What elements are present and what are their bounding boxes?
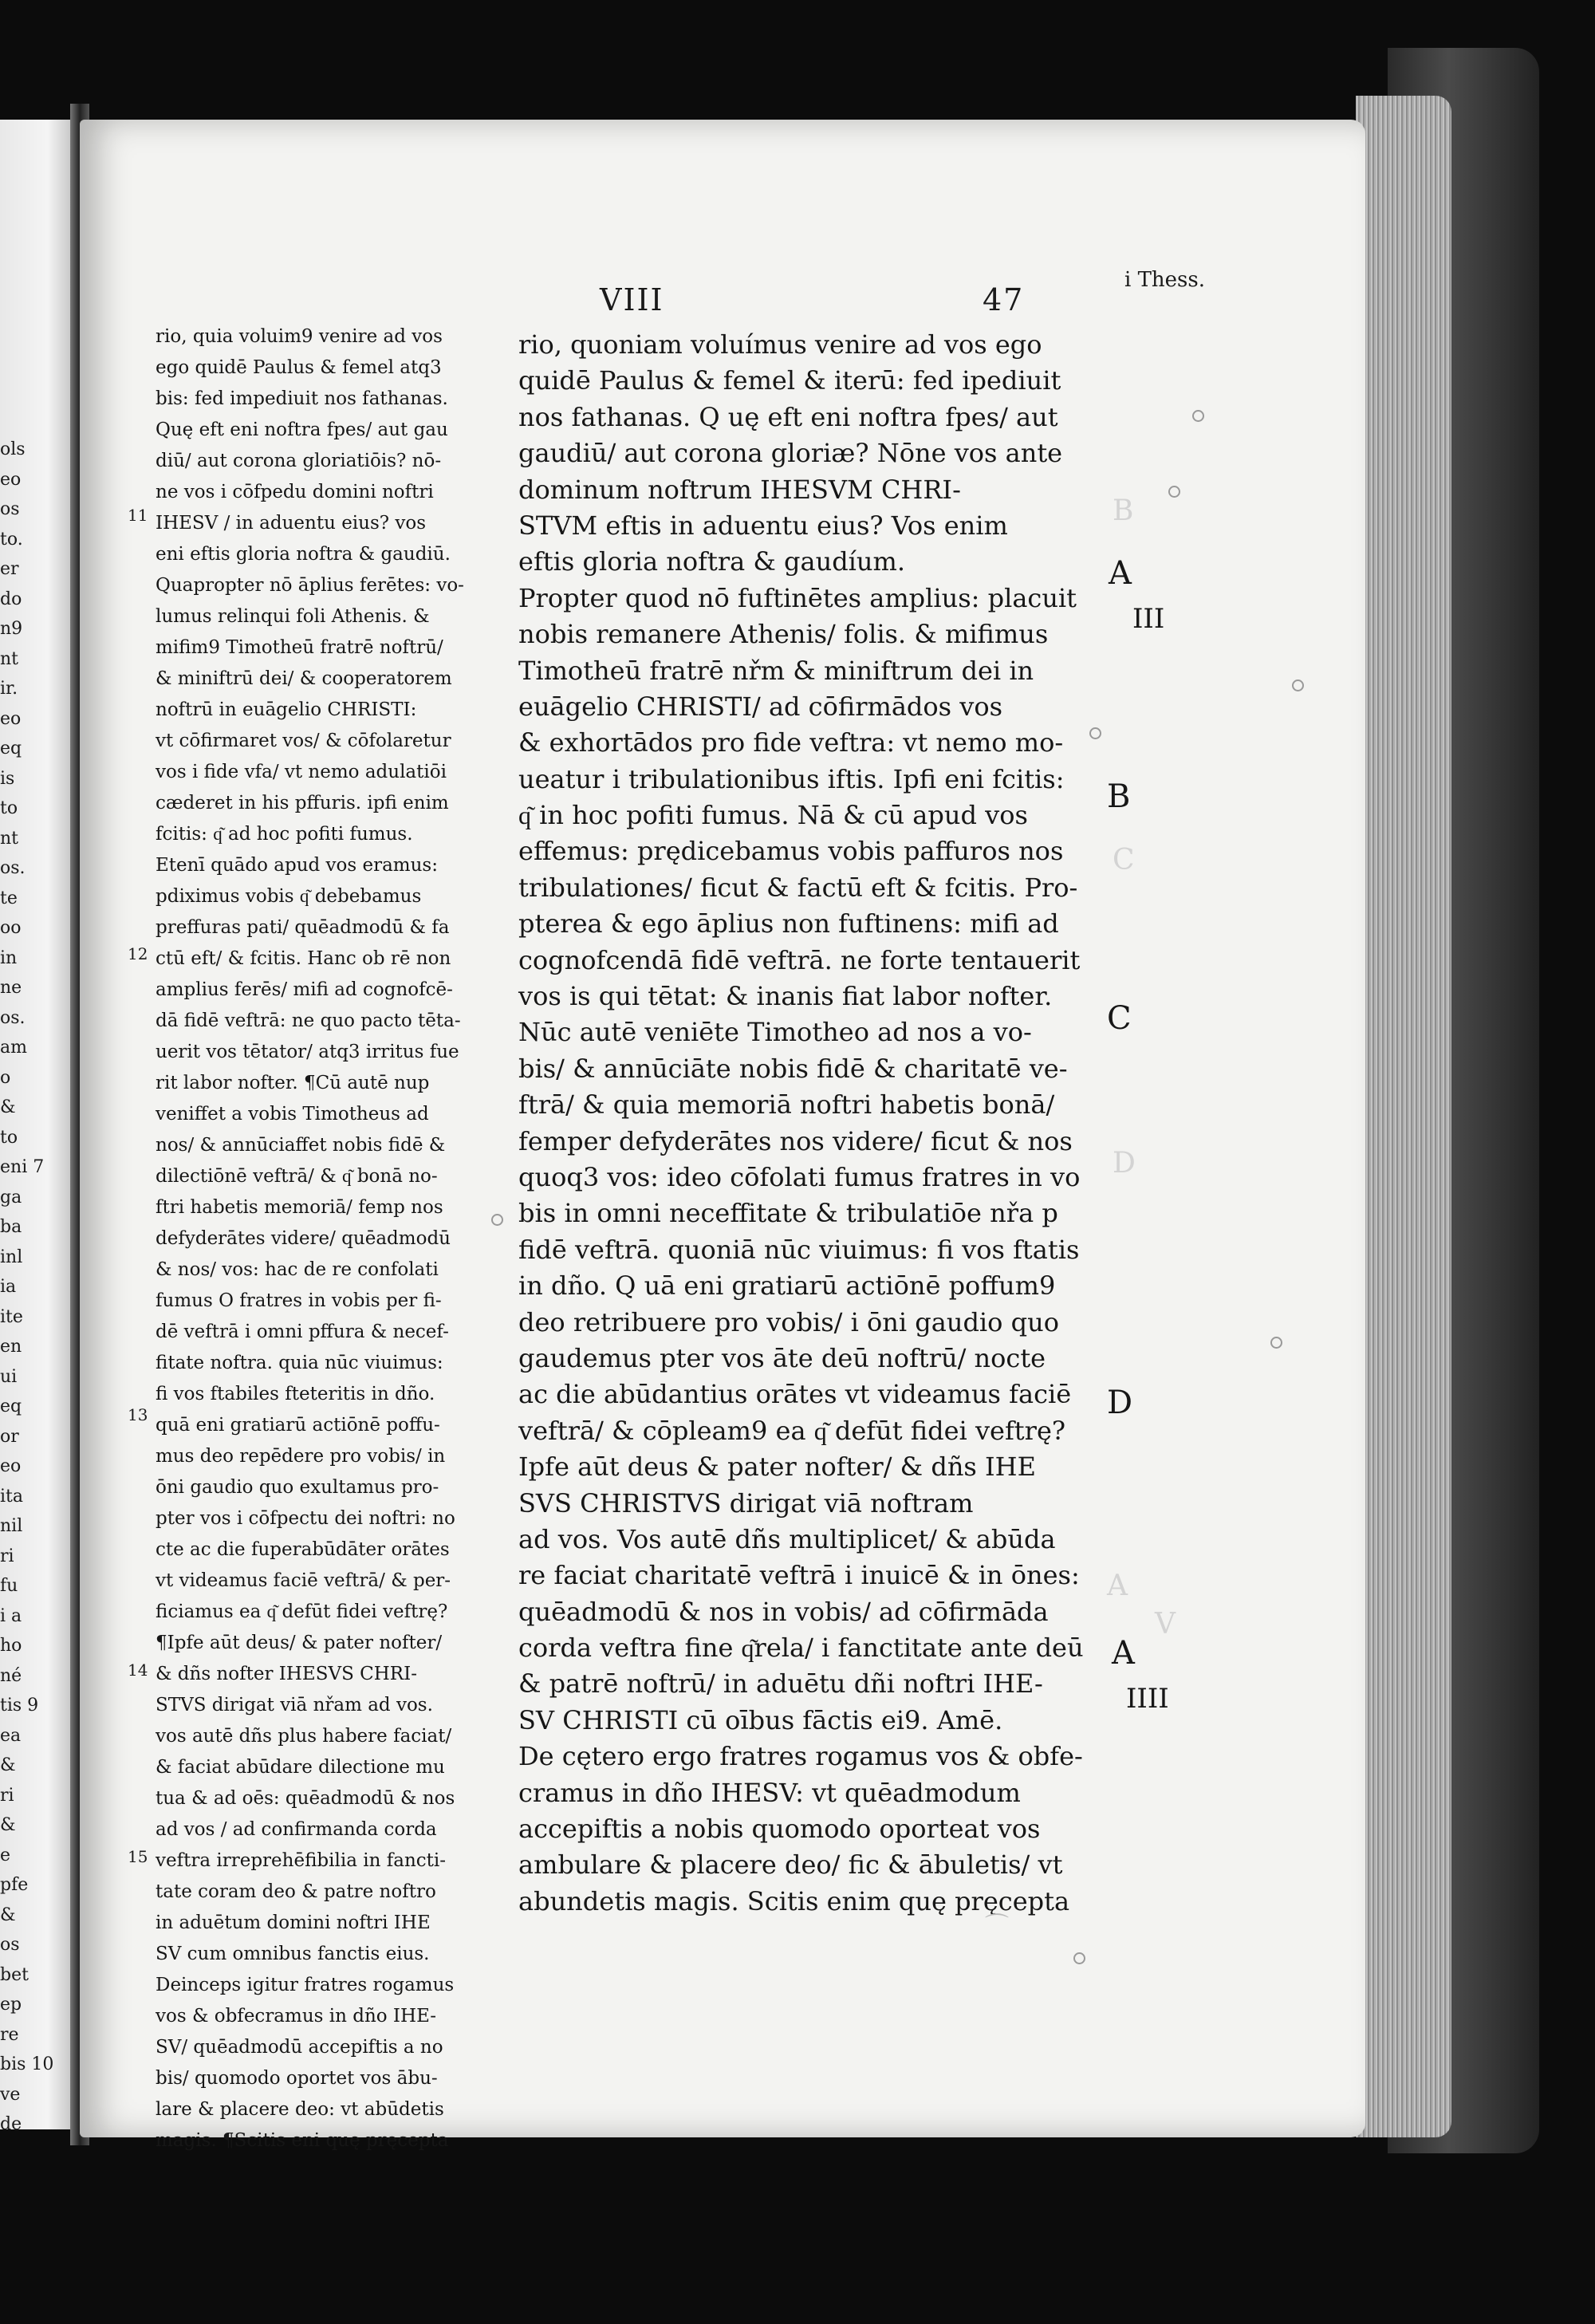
bleed-through-letter: C — [1113, 844, 1135, 876]
left-page-fragment: ri — [0, 1546, 14, 1566]
text-line: fi vos ftabiles fteteritis in dño. — [156, 1384, 435, 1404]
verse-number: 13 — [128, 1405, 148, 1424]
pinhole — [1192, 410, 1204, 422]
left-page-fragment: ols — [0, 439, 26, 459]
bleed-through-letter: V — [1155, 1608, 1176, 1641]
text-line: ōni gaudio quo exultamus pro- — [156, 1477, 439, 1498]
text-line: preffuras pati/ quēadmodū & fa — [156, 917, 450, 938]
left-page-fragment: & — [0, 1904, 16, 1925]
left-page-fragment: ea — [0, 1725, 22, 1746]
text-line: tate coram deo & patre noftro — [156, 1881, 436, 1902]
text-line: nos fathanas. Q uę eft eni noftra fpes/ aut — [518, 401, 1058, 432]
text-line: Nūc autē veniēte Timotheo ad nos a vo- — [518, 1017, 1032, 1048]
left-page-fragment: ri — [0, 1785, 14, 1806]
text-line: ¶Ipfe aūt deus/ & pater nofter/ — [156, 1633, 443, 1653]
text-line: veniffet a vobis Timotheus ad — [156, 1104, 429, 1125]
text-line: fumus O fratres in vobis per fi- — [156, 1290, 442, 1311]
text-line: Propter quod nō fuftinētes amplius: placuit — [518, 582, 1077, 613]
bleed-through-letter: D — [1113, 1147, 1136, 1180]
text-line: bis/ & annūciāte nobis fidē & charitatē ve- — [518, 1053, 1068, 1084]
text-line: ad vos / ad confirmanda corda — [156, 1819, 437, 1840]
left-page-fragment: eq — [0, 1396, 22, 1416]
left-page-fragment: eni 7 — [0, 1157, 45, 1177]
text-line: & dñs nofter IHESVS CHRI- — [156, 1664, 417, 1684]
left-page — [0, 120, 80, 2134]
text-line: tribulationes/ ficut & factū eft & fcitis. Pro- — [518, 872, 1078, 903]
text-line: pdiximus vobis q͂ debebamus — [156, 886, 422, 907]
margin-letter: C — [1107, 1000, 1132, 1037]
margin-letter: A — [1109, 555, 1132, 592]
text-line: ficiamus ea q͂ defūt fidei veftrę? — [156, 1601, 448, 1622]
text-line: in aduētum domini noftri IHE — [156, 1912, 431, 1933]
text-line: quoq3 vos: ideo cōfolati fumus fratres in vo — [518, 1161, 1081, 1192]
left-page-fragment: or — [0, 1426, 19, 1447]
left-page-fragment: eq — [0, 739, 22, 758]
pinhole — [1089, 727, 1101, 739]
left-page-fragment: i a — [0, 1605, 22, 1626]
text-line: IHESV / in aduentu eius? vos — [156, 513, 427, 534]
left-page-fragment: en — [0, 1337, 22, 1357]
text-line: ad vos. Vos autē dñs multiplicet/ & abūda — [518, 1523, 1056, 1554]
text-line: cramus in dño IHESV: vt quēadmodum — [518, 1777, 1021, 1808]
verse-number: 12 — [128, 944, 148, 963]
text-line: bis in omni neceffitate & tribulatiōe nřa p — [518, 1198, 1058, 1229]
bleed-through-letter: B — [1113, 494, 1134, 527]
text-line: rio, quia voluim9 venire ad vos — [156, 326, 443, 347]
text-line: magis. ¶Scitis eni quę pręcepta — [156, 2130, 449, 2151]
verse-number: 15 — [128, 1847, 148, 1866]
text-line: vos i fide vfa/ vt nemo adulatiōi — [156, 762, 447, 782]
text-line: STVS dirigat viā nřam ad vos. — [156, 1695, 433, 1715]
left-page-fragment: ia — [0, 1277, 17, 1297]
text-line: vt cōfirmaret vos/ & cōfolaretur — [156, 731, 451, 751]
left-page-fragment: os. — [0, 1007, 26, 1028]
left-page-fragment: eo — [0, 1456, 22, 1476]
text-line: fitate noftra. quia nūc viuimus: — [156, 1353, 443, 1373]
text-line: cte ac die fuperabūdāter orātes — [156, 1539, 450, 1560]
text-line: veftra irreprehēfibilia in fancti- — [156, 1850, 447, 1871]
text-line: quidē Paulus & femel & iterū: fed ipediuit — [518, 365, 1061, 396]
text-line: abundetis magis. Scitis enim quę pręcepta — [518, 1885, 1070, 1916]
text-line: re faciat charitatē veftrā i inuicē & in ōnes: — [518, 1560, 1080, 1591]
left-page-fragment: ba — [0, 1217, 22, 1237]
left-page-fragment: bet — [0, 1964, 29, 1985]
text-line: Timotheū fratrē nřm & miniftrum dei in — [518, 655, 1034, 686]
left-page-fragment: eo — [0, 708, 22, 729]
left-page-fragment: de — [0, 2114, 22, 2134]
text-line: Quę eft eni noftra fpes/ aut gau — [156, 420, 448, 440]
text-line: vos is qui tētat: & inanis fiat labor nofter. — [518, 981, 1053, 1012]
text-line: noftrū in euāgelio CHRISTI: — [156, 699, 417, 720]
left-page-fragment: to — [0, 1127, 18, 1148]
text-line: q͂ in hoc pofiti fumus. Nā & cū apud vos — [518, 800, 1028, 831]
left-page-fragment: ga — [0, 1187, 22, 1207]
left-page-fragment: & — [0, 1815, 16, 1835]
left-page-fragment: ho — [0, 1636, 22, 1656]
text-line: rio, quoniam voluímus venire ad vos ego — [518, 329, 1042, 360]
text-line: Etenī quādo apud vos eramus: — [156, 855, 438, 876]
text-line: cognofcendā fidē veftrā. ne forte tentauerit — [518, 944, 1081, 975]
text-line: & nos/ vos: hac de re confolati — [156, 1259, 439, 1280]
text-line: & miniftrū dei/ & cooperatorem — [156, 668, 452, 689]
left-page-fragment: to — [0, 798, 18, 818]
text-line: nos/ & annūciaffet nobis fidē & — [156, 1135, 446, 1156]
text-line: STVM eftis in aduentu eius? Vos enim — [518, 510, 1008, 541]
text-line: SV cum omnibus fanctis eius. — [156, 1944, 430, 1964]
left-page-fragment: ita — [0, 1486, 23, 1507]
left-page-fragment: os — [0, 499, 20, 519]
text-line: vos autē dñs plus habere faciat/ — [156, 1726, 452, 1747]
verse-number: 14 — [128, 1660, 148, 1680]
page-edges — [1356, 96, 1451, 2137]
left-page-fragment: bis 10 — [0, 2054, 54, 2074]
pinhole — [1270, 1337, 1282, 1349]
text-line: ambulare & placere deo/ fic & ābuletis/ vt — [518, 1849, 1063, 1881]
bleed-through-letter: A — [1107, 1570, 1128, 1602]
left-page-fragment: ui — [0, 1366, 18, 1387]
text-line: & patrē noftrū/ in aduētu dñi noftri IHE- — [518, 1668, 1043, 1700]
text-line: ego quidē Paulus & femel atq3 — [156, 357, 442, 378]
text-line: eftis gloria noftra & gaudíum. — [518, 546, 906, 577]
text-line: femper defyderātes nos videre/ ficut & nos — [518, 1125, 1073, 1156]
text-line: in dño. Q uā eni gratiarū actiōnē poffum9 — [518, 1270, 1056, 1302]
text-line: quā eni gratiarū actiōnē poffu- — [156, 1415, 440, 1436]
text-line: tua & ad oēs: quēadmodū & nos — [156, 1788, 455, 1809]
left-page-fragment: do — [0, 589, 22, 609]
left-page-fragment: ite — [0, 1306, 23, 1327]
text-line: lare & placere deo: vt abūdetis — [156, 2099, 444, 2120]
left-page-fragment: ve — [0, 2084, 21, 2105]
margin-letter: B — [1107, 778, 1131, 815]
text-line: pter vos i cōfpectu dei noftri: no — [156, 1508, 455, 1529]
text-line: diū/ aut corona gloriatiōis? nō- — [156, 451, 442, 471]
text-line: vt videamus faciē veftrā/ & per- — [156, 1570, 451, 1591]
pinhole — [1073, 1952, 1085, 1964]
left-page-fragment: is — [0, 768, 15, 789]
text-line: ctū eft/ & fcitis. Hanc ob rē non — [156, 948, 451, 969]
left-page-fragment: os — [0, 1935, 20, 1955]
left-page-fragment: os. — [0, 858, 26, 878]
left-page-fragment: pfe — [0, 1875, 29, 1895]
left-page-fragment: er — [0, 559, 19, 579]
text-line: vos & obfecramus in dño IHE- — [156, 2006, 437, 2027]
text-line: De cętero ergo fratres rogamus vos & obfe- — [518, 1741, 1083, 1772]
text-line: uerit vos tētator/ atq3 irritus fue — [156, 1042, 459, 1062]
left-page-fragment: te — [0, 888, 18, 908]
text-line: eni eftis gloria noftra & gaudiū. — [156, 544, 451, 565]
text-line: SV/ quēadmodū accepiftis a no — [156, 2037, 443, 2058]
left-page-fragment: re — [0, 2024, 19, 2045]
text-line: bis: fed impediuit nos fathanas. — [156, 388, 448, 409]
left-page-fragment: fu — [0, 1576, 18, 1596]
text-line: euāgelio CHRISTI/ ad cōfirmādos vos — [518, 691, 1003, 722]
margin-roman: III — [1132, 603, 1165, 635]
text-line: ac die abūdantius orātes vt videamus faciē — [518, 1379, 1072, 1410]
left-page-fragment: nt — [0, 828, 19, 849]
margin-letter: D — [1107, 1385, 1133, 1421]
text-line: accepiftis a nobis quomodo oporteat vos — [518, 1814, 1041, 1845]
pinhole — [1292, 679, 1304, 691]
left-page-fragment: n9 — [0, 619, 23, 639]
left-page-fragment: oo — [0, 918, 22, 938]
text-line: Quapropter nō āplius ferētes: vo- — [156, 575, 464, 596]
verse-number: 11 — [128, 506, 148, 525]
text-line: & faciat abūdare dilectione mu — [156, 1757, 445, 1778]
text-line: gaudemus pter vos āte deū noftrū/ nocte — [518, 1342, 1046, 1373]
text-line: lumus relinqui foli Athenis. & — [156, 606, 430, 627]
left-page-fragment: e — [0, 1845, 11, 1865]
text-line: mifim9 Timotheū fratrē noftrū/ — [156, 637, 443, 658]
text-line: amplius ferēs/ mifi ad cognofcē- — [156, 979, 453, 1000]
text-line: gaudiū/ aut corona gloriæ? Nōne vos ante — [518, 438, 1063, 469]
text-line: ftrā/ & quia memoriā noftri habetis bonā/ — [518, 1089, 1055, 1121]
text-line: deo retribuere pro vobis/ i ōni gaudio quo — [518, 1306, 1059, 1337]
margin-roman: IIII — [1126, 1683, 1169, 1715]
text-line: rit labor nofter. ¶Cū autē nup — [156, 1073, 430, 1093]
text-line: ftri habetis memoriā/ femp nos — [156, 1197, 443, 1218]
text-line: & exhortādos pro fide veftra: vt nemo mo- — [518, 727, 1064, 758]
running-title: i Thess. — [1124, 268, 1206, 292]
left-page-fragment: o — [0, 1067, 11, 1088]
left-page-fragment: ir. — [0, 679, 18, 699]
text-line: fidē veftrā. quoniā nūc viuimus: fi vos ftatis — [518, 1234, 1080, 1265]
folio-signature: VIII — [600, 282, 664, 317]
text-line: dē veftrā i omni pffura & necef- — [156, 1322, 449, 1342]
text-line: veftrā/ & cōpleam9 ea q͂ defūt fidei veftrę? — [518, 1415, 1066, 1446]
text-line: dominum noftrum IHESVM CHRI- — [518, 474, 961, 505]
text-line: bis/ quomodo oportet vos ābu- — [156, 2068, 438, 2089]
left-page-fragment: ne — [0, 978, 22, 998]
text-line: dilectiōnē veftrā/ & q͂ bonā no- — [156, 1166, 438, 1187]
pinhole — [491, 1214, 503, 1226]
text-line: SVS CHRISTVS dirigat viā noftram — [518, 1487, 974, 1518]
text-line: quēadmodū & nos in vobis/ ad cōfirmāda — [518, 1596, 1049, 1627]
text-line: cæderet in his pffuris. ipfi enim — [156, 793, 449, 813]
pinhole — [1168, 486, 1180, 498]
left-page-fragment: & — [0, 1755, 16, 1775]
left-page-fragment: ep — [0, 1995, 22, 2015]
left-page-fragment: né — [0, 1665, 22, 1686]
left-page-fragment: inl — [0, 1247, 23, 1267]
pencil-mark: ⌒ — [985, 1912, 1009, 1940]
left-page-fragment: nt — [0, 648, 19, 669]
folio-number: 47 — [983, 282, 1025, 317]
text-line: defyderātes videre/ quēadmodū — [156, 1228, 451, 1249]
text-line: pterea & ego āplius non fuftinens: mifi ad — [518, 908, 1059, 939]
text-line: Deinceps igitur fratres rogamus — [156, 1975, 455, 1995]
left-page-fragment: in — [0, 947, 18, 968]
left-column-text — [156, 321, 498, 2157]
left-page-fragment: nil — [0, 1516, 23, 1536]
text-line: fcitis: q͂ ad hoc pofiti fumus. — [156, 824, 413, 845]
left-page-fragment: to. — [0, 529, 23, 549]
text-line: ne vos i cōfpedu domini noftri — [156, 482, 434, 502]
text-line: corda veftra fine q͂rela/ i fanctitate ante deū — [518, 1633, 1084, 1664]
left-page-fragment: am — [0, 1038, 27, 1058]
text-line: ueatur i tribulationibus iftis. Ipfi eni fcitis: — [518, 763, 1065, 794]
left-page-fragment: tis 9 — [0, 1696, 39, 1715]
right-column-text — [518, 327, 1093, 1920]
text-line: mus deo repēdere pro vobis/ in — [156, 1446, 446, 1467]
left-page-fragments — [0, 435, 54, 2140]
text-line: effemus: prędicebamus vobis paffuros nos — [518, 836, 1064, 867]
left-page-fragment: & — [0, 1097, 16, 1117]
text-line: SV CHRISTI cū oībus fāctis ei9. Amē. — [518, 1704, 1003, 1735]
margin-letter: A — [1112, 1635, 1135, 1672]
text-line: dā fidē veftrā: ne quo pacto tēta- — [156, 1010, 461, 1031]
text-line: nobis remanere Athenis/ folis. & mifimus — [518, 619, 1049, 650]
left-page-fragment: eo — [0, 469, 22, 490]
text-line: Ipfe aūt deus & pater nofter/ & dñs IHE — [518, 1452, 1036, 1483]
